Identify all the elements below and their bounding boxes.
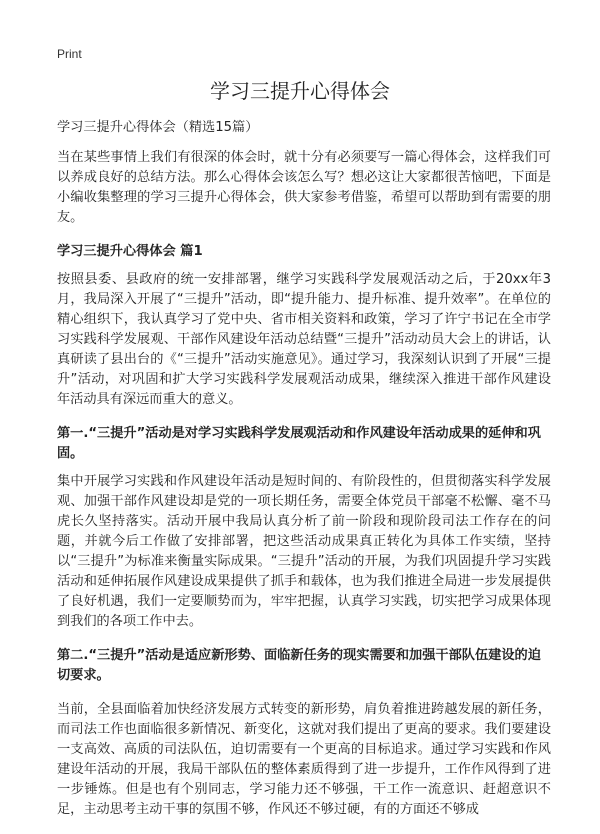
section-1-body: 集中开展学习实践和作风建设年活动是短时间的、有阶段性的，但贯彻落实科学发展观、加强干部作风建设却是党的一项长期任务，需要全体党员干部毫不松懈、毫不马虎长久坚持落实。活动开展中我局认真分析了前一阶段和现阶段司法工作存在的问题，并就今后工作做了安排部署，把这些活动成果真正转化为具体工作实绩，坚持以“三提升”为标准来衡量实际成果。“三提升”活动的开展，为我们巩固提升学习实践活动和延伸拓展作风建设成果提供了抓手和载体，也为我们推进全局进一步发展提供了良好机遇，我们一定要顺势而为，牢牢把握，认真学习实践，切实把学习成果体现到我们的各项工作中去。 xyxy=(57,474,551,629)
article-heading: 学习三提升心得体会 篇1 xyxy=(57,244,203,259)
intro-paragraph: 当在某些事情上我们有很深的体会时，就十分有必须要写一篇心得体会，这样我们可以养成良好的总结方法。那么心得体会该怎么写？想必这让大家都很苦恼吧，下面是小编收集整理的学习三提升心得体会，供大家参考借鉴，希望可以帮助到有需要的朋友。 xyxy=(57,150,551,225)
paragraph-1: 按照县委、县政府的统一安排部署，继学习实践科学发展观活动之后，于20xx年3月，我局深入开展了“三提升”活动，即“提升能力、提升标准、提升效率”。在单位的精心组织下，我认真学习了党中央、省市相关资料和政策，学习了许宁书记在全市学习实践科学发展观、干部作风建设年活动总结暨“三提升”活动动员大会上的讲话，认真研读了县出台的《“三提升”活动实施意见》。通过学习，我深刻认识到了开展“三提升”活动，对巩固和扩大学习实践科学发展观活动成果，继续深入推进干部作风建设年活动具有深远而重大的意义。 xyxy=(57,272,551,407)
section-2-heading: 第二.“三提升”活动是适应新形势、面临新任务的现实需要和加强干部队伍建设的迫切要求。 xyxy=(57,648,541,683)
document-subtitle: 学习三提升心得体会（精选15篇） xyxy=(57,120,259,135)
section-1-heading: 第一.“三提升”活动是对学习实践科学发展观活动和作风建设年活动成果的延伸和巩固。 xyxy=(57,426,541,461)
section-2-body: 当前，全县面临着加快经济发展方式转变的新形势，肩负着推进跨越发展的新任务，而司法工作也面临很多新情况、新变化，这就对我们提出了更高的要求。我们要建设一支高效、高质的司法队伍，迫切需要有一个更高的目标追求。通过学习实践和作风建设年活动的开展，我局干部队伍的整体素质得到了进一步提升，工作作风得到了进一步锤炼。但是也有个别同志，学习能力还不够强，干工作一流意识、赶超意识不足，主动思考主动干事的氛围不够，作风还不够过硬，有的方面还不够成 xyxy=(57,702,551,817)
page-title: 学习三提升心得体会 xyxy=(210,79,390,103)
print-link[interactable]: Print xyxy=(57,47,82,61)
document-body xyxy=(57,118,551,834)
